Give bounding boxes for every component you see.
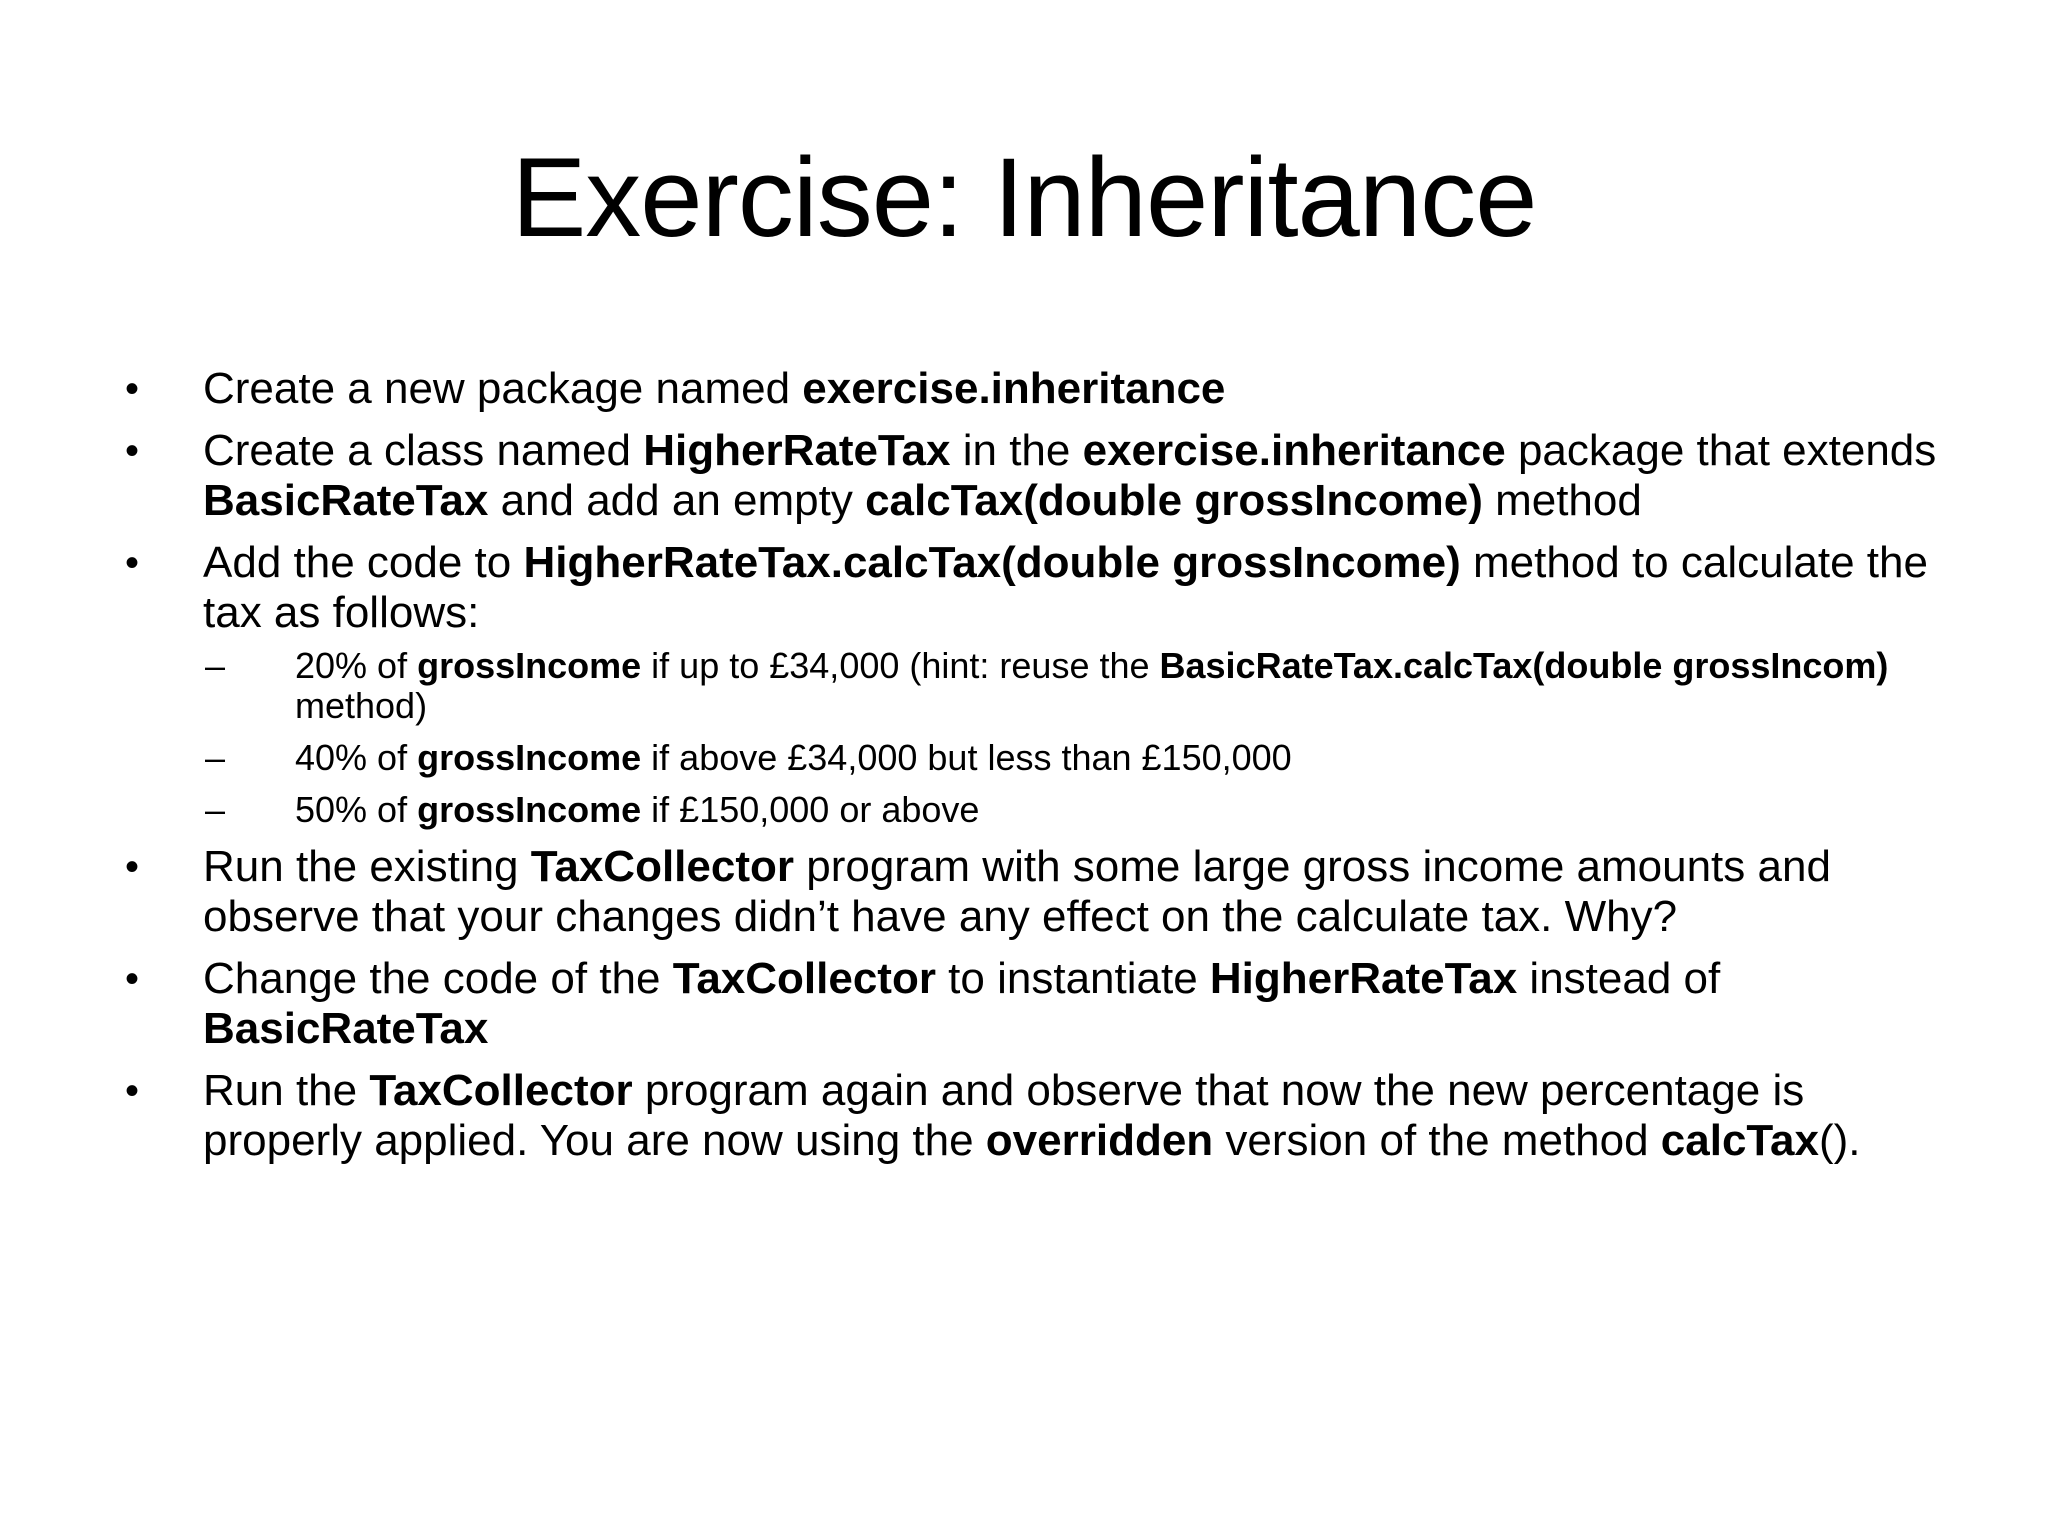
sub-bullet-item [205,738,1945,778]
bold-run: TaxCollector [672,954,936,1003]
text-run: if £150,000 or above [641,789,980,830]
sub-bullet-item [205,646,1945,726]
bold-run: BasicRateTax [203,1004,489,1053]
bullet-dot-icon: • [125,429,140,473]
text-run: method to calculate the tax as follows: [203,538,1928,637]
text-run: (). [1818,1116,1861,1165]
bold-run: grossIncome [417,789,642,830]
text-run: 20% of [295,645,418,686]
sub-bullet-item [205,790,1945,830]
text-run: to instantiate [935,954,1210,1003]
text-run: and add an empty [488,476,866,525]
text-run: Add the code to [203,538,524,587]
text-run: Create a class named [203,426,644,475]
dash-icon: – [205,737,226,778]
text-run: in the [950,426,1083,475]
bold-run: HigherRateTax [643,426,951,475]
sub-bullet-text [295,789,979,830]
bullet-item [125,842,1945,942]
bullet-text [203,364,1225,413]
text-run: if up to £34,000 (hint: reuse the [641,645,1160,686]
text-run: method [1482,476,1642,525]
bold-run: grossIncome [417,737,642,778]
bold-run: TaxCollector [369,1066,633,1115]
bold-run: calcTax [1660,1116,1819,1165]
text-run: Run the existing [203,842,531,891]
bold-run: exercise.inheritance [802,364,1226,413]
text-run: 40% of [295,737,418,778]
bold-run: grossIncome [417,645,642,686]
bold-run: HigherRateTax [1209,954,1518,1003]
bullet-item [125,426,1945,526]
bold-run: TaxCollector [530,842,794,891]
bullet-text [203,954,1720,1053]
bullet-item [125,538,1945,830]
bold-run: HigherRateTax.calcTax(double grossIncome) [523,538,1461,587]
text-run: instead of [1517,954,1721,1003]
bold-run: BasicRateTax.calcTax(double grossIncom) [1159,645,1889,686]
bold-run: BasicRateTax [203,476,489,525]
text-run: method) [295,685,428,726]
text-run: program with some large gross income amounts and observe that your changes didn’t have any effect on the calculate tax. Why? [203,842,1831,941]
bullet-item [125,954,1945,1054]
text-run: package that extends [1505,426,1937,475]
bullet-dot-icon: • [125,367,140,411]
bullet-item [125,1066,1945,1166]
text-run: Change the code of the [203,954,673,1003]
dash-icon: – [205,789,226,830]
bullet-text [203,538,1928,637]
sub-bullet-list [203,646,1945,830]
bullet-dot-icon: • [125,541,140,585]
bullet-text [203,842,1831,941]
dash-icon: – [205,645,226,686]
bullet-dot-icon: • [125,1069,140,1113]
text-run: program again and observe that now the new percentage is properly applied. You are now using the [203,1066,1805,1165]
bullet-item [125,364,1945,414]
text-run: Run the [203,1066,370,1115]
bullet-dot-icon: • [125,845,140,889]
text-run: version of the method [1213,1116,1661,1165]
sub-bullet-text [295,737,1292,778]
slide-title: Exercise: Inheritance [511,135,1537,260]
bullet-text [203,426,1936,525]
bold-run: overridden [985,1116,1214,1165]
bullet-list [125,364,1945,1178]
bullet-dot-icon: • [125,957,140,1001]
text-run: 50% of [295,789,418,830]
sub-bullet-text [295,645,1888,726]
bold-run: calcTax(double grossIncome) [865,476,1483,525]
bold-run: exercise.inheritance [1082,426,1506,475]
bullet-text [203,1066,1861,1165]
text-run: Create a new package named [203,364,803,413]
text-run: if above £34,000 but less than £150,000 [641,737,1292,778]
